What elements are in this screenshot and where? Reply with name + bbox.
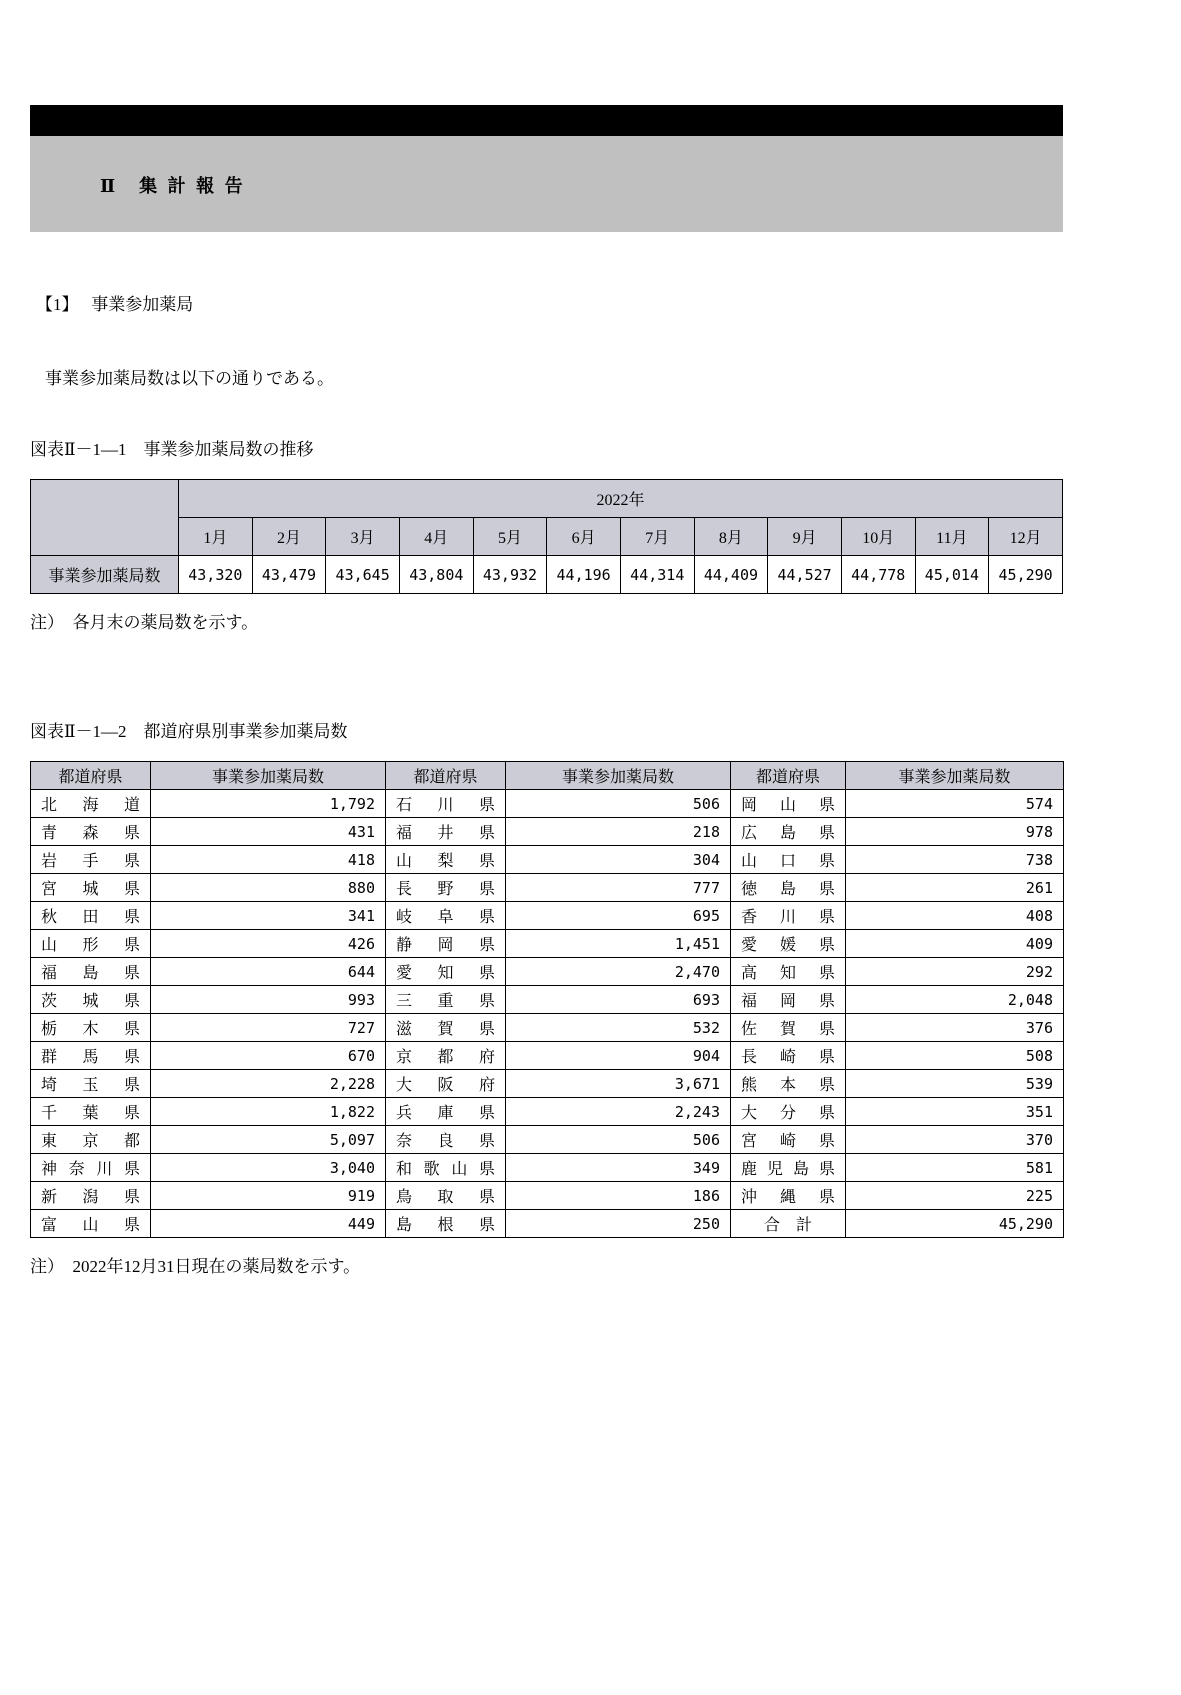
prefecture-cell: 滋賀県 [386, 1014, 506, 1042]
prefecture-cell: 京都府 [386, 1042, 506, 1070]
prefecture-cell: 和歌山県 [386, 1154, 506, 1182]
prefecture-cell: 岐阜県 [386, 902, 506, 930]
prefecture-cell: 沖縄県 [731, 1182, 846, 1210]
total-label-cell: 合 計 [731, 1210, 846, 1238]
table-row [31, 556, 1063, 594]
count-cell: 880 [151, 874, 386, 902]
prefecture-cell: 奈良県 [386, 1126, 506, 1154]
table-row [31, 1154, 1064, 1182]
count-cell: 44,409 [694, 556, 768, 594]
count-cell: 218 [506, 818, 731, 846]
count-cell: 993 [151, 986, 386, 1014]
count-cell: 581 [846, 1154, 1064, 1182]
prefecture-cell: 埼玉県 [31, 1070, 151, 1098]
count-cell: 225 [846, 1182, 1064, 1210]
table-row [31, 986, 1064, 1014]
count-cell: 508 [846, 1042, 1064, 1070]
prefecture-cell: 富山県 [31, 1210, 151, 1238]
table-row [31, 818, 1064, 846]
table-row [31, 518, 1063, 556]
count-cell: 43,479 [252, 556, 326, 594]
count-header-cell: 事業参加薬局数 [846, 762, 1064, 790]
prefecture-cell: 福岡県 [731, 986, 846, 1014]
prefecture-cell: 茨城県 [31, 986, 151, 1014]
table2-note: 注） 2022年12月31日現在の薬局数を示す。 [30, 1257, 361, 1276]
prefecture-cell: 三重県 [386, 986, 506, 1014]
table-row [31, 1042, 1064, 1070]
count-cell: 727 [151, 1014, 386, 1042]
count-cell: 695 [506, 902, 731, 930]
count-header-cell: 事業参加薬局数 [151, 762, 386, 790]
count-cell: 250 [506, 1210, 731, 1238]
month-header-cell: 1月 [179, 518, 253, 556]
prefecture-cell: 香川県 [731, 902, 846, 930]
prefecture-cell: 山梨県 [386, 846, 506, 874]
prefecture-cell: 宮城県 [31, 874, 151, 902]
count-cell: 506 [506, 790, 731, 818]
table-row [31, 874, 1064, 902]
table-row [31, 902, 1064, 930]
prefecture-cell: 栃木県 [31, 1014, 151, 1042]
count-cell: 644 [151, 958, 386, 986]
prefecture-cell: 石川県 [386, 790, 506, 818]
count-cell: 506 [506, 1126, 731, 1154]
count-header-cell: 事業参加薬局数 [506, 762, 731, 790]
count-cell: 904 [506, 1042, 731, 1070]
count-cell: 408 [846, 902, 1064, 930]
prefecture-header-cell: 都道府県 [386, 762, 506, 790]
count-cell: 44,778 [841, 556, 915, 594]
prefecture-cell: 山形県 [31, 930, 151, 958]
prefecture-cell: 島根県 [386, 1210, 506, 1238]
table-header-row [31, 762, 1064, 790]
section-title: Ⅱ 集 計 報 告 [100, 176, 246, 196]
prefecture-cell: 大阪府 [386, 1070, 506, 1098]
month-header-cell: 8月 [694, 518, 768, 556]
prefecture-cell: 兵庫県 [386, 1098, 506, 1126]
count-cell: 532 [506, 1014, 731, 1042]
month-header-cell: 11月 [915, 518, 989, 556]
count-cell: 777 [506, 874, 731, 902]
corner-cell [31, 480, 179, 556]
count-cell: 1,451 [506, 930, 731, 958]
count-cell: 349 [506, 1154, 731, 1182]
intro-text: 事業参加薬局数は以下の通りである。 [45, 369, 334, 388]
count-cell: 304 [506, 846, 731, 874]
prefecture-cell: 長崎県 [731, 1042, 846, 1070]
count-cell: 43,320 [179, 556, 253, 594]
count-cell: 2,048 [846, 986, 1064, 1014]
count-cell: 376 [846, 1014, 1064, 1042]
total-count-cell: 45,290 [846, 1210, 1064, 1238]
month-header-cell: 10月 [841, 518, 915, 556]
prefecture-cell: 長野県 [386, 874, 506, 902]
count-cell: 44,314 [620, 556, 694, 594]
report-page [30, 0, 1063, 1277]
monthly-count-table [30, 479, 1063, 594]
prefecture-cell: 秋田県 [31, 902, 151, 930]
count-cell: 261 [846, 874, 1064, 902]
prefecture-cell: 青森県 [31, 818, 151, 846]
prefecture-header-cell: 都道府県 [31, 762, 151, 790]
count-cell: 738 [846, 846, 1064, 874]
prefecture-cell: 鳥取県 [386, 1182, 506, 1210]
table-row [31, 1126, 1064, 1154]
count-cell: 919 [151, 1182, 386, 1210]
prefecture-cell: 新潟県 [31, 1182, 151, 1210]
prefecture-cell: 福井県 [386, 818, 506, 846]
count-cell: 1,792 [151, 790, 386, 818]
month-header-cell: 7月 [620, 518, 694, 556]
table1-note: 注） 各月末の薬局数を示す。 [30, 613, 259, 632]
prefecture-cell: 大分県 [731, 1098, 846, 1126]
month-header-cell: 9月 [768, 518, 842, 556]
table-row [31, 790, 1064, 818]
table-row [31, 958, 1064, 986]
count-cell: 418 [151, 846, 386, 874]
count-cell: 351 [846, 1098, 1064, 1126]
table-row [31, 930, 1064, 958]
prefecture-cell: 山口県 [731, 846, 846, 874]
count-cell: 431 [151, 818, 386, 846]
prefecture-cell: 東京都 [31, 1126, 151, 1154]
prefecture-count-table [30, 761, 1064, 1238]
section-banner [30, 136, 1063, 232]
table-row [31, 1014, 1064, 1042]
prefecture-cell: 徳島県 [731, 874, 846, 902]
count-cell: 341 [151, 902, 386, 930]
prefecture-cell: 高知県 [731, 958, 846, 986]
count-cell: 2,470 [506, 958, 731, 986]
count-cell: 670 [151, 1042, 386, 1070]
count-cell: 186 [506, 1182, 731, 1210]
prefecture-cell: 静岡県 [386, 930, 506, 958]
prefecture-cell: 佐賀県 [731, 1014, 846, 1042]
prefecture-cell: 神奈川県 [31, 1154, 151, 1182]
prefecture-cell: 愛知県 [386, 958, 506, 986]
month-header-cell: 2月 [252, 518, 326, 556]
count-cell: 539 [846, 1070, 1064, 1098]
prefecture-cell: 北海道 [31, 790, 151, 818]
year-header-cell: 2022年 [179, 480, 1063, 518]
count-cell: 3,040 [151, 1154, 386, 1182]
table-row [31, 846, 1064, 874]
prefecture-cell: 愛媛県 [731, 930, 846, 958]
prefecture-cell: 千葉県 [31, 1098, 151, 1126]
count-cell: 5,097 [151, 1126, 386, 1154]
table-row [31, 1210, 1064, 1238]
table-row [31, 1098, 1064, 1126]
count-cell: 44,527 [768, 556, 842, 594]
count-cell: 45,290 [989, 556, 1063, 594]
count-cell: 43,804 [399, 556, 473, 594]
count-cell: 43,645 [326, 556, 400, 594]
table-row [31, 1182, 1064, 1210]
prefecture-cell: 群馬県 [31, 1042, 151, 1070]
section-top-bar [30, 105, 1063, 136]
row-label-cell: 事業参加薬局数 [31, 556, 179, 594]
table1-caption: 図表Ⅱ－1―1 事業参加薬局数の推移 [30, 440, 314, 459]
month-header-cell: 5月 [473, 518, 547, 556]
count-cell: 1,822 [151, 1098, 386, 1126]
count-cell: 409 [846, 930, 1064, 958]
table-row [31, 1070, 1064, 1098]
prefecture-cell: 岡山県 [731, 790, 846, 818]
count-cell: 43,932 [473, 556, 547, 594]
prefecture-cell: 熊本県 [731, 1070, 846, 1098]
table-row [31, 480, 1063, 518]
prefecture-cell: 福島県 [31, 958, 151, 986]
subsection-heading: 【1】 事業参加薬局 [36, 295, 194, 314]
count-cell: 44,196 [547, 556, 621, 594]
count-cell: 2,243 [506, 1098, 731, 1126]
prefecture-cell: 広島県 [731, 818, 846, 846]
count-cell: 370 [846, 1126, 1064, 1154]
month-header-cell: 3月 [326, 518, 400, 556]
count-cell: 426 [151, 930, 386, 958]
prefecture-cell: 岩手県 [31, 846, 151, 874]
prefecture-cell: 宮崎県 [731, 1126, 846, 1154]
prefecture-header-cell: 都道府県 [731, 762, 846, 790]
count-cell: 978 [846, 818, 1064, 846]
count-cell: 449 [151, 1210, 386, 1238]
count-cell: 292 [846, 958, 1064, 986]
count-cell: 693 [506, 986, 731, 1014]
month-header-cell: 6月 [547, 518, 621, 556]
month-header-cell: 4月 [399, 518, 473, 556]
month-header-cell: 12月 [989, 518, 1063, 556]
count-cell: 3,671 [506, 1070, 731, 1098]
count-cell: 574 [846, 790, 1064, 818]
table2-caption: 図表Ⅱ－1―2 都道府県別事業参加薬局数 [30, 722, 348, 741]
count-cell: 2,228 [151, 1070, 386, 1098]
prefecture-cell: 鹿児島県 [731, 1154, 846, 1182]
count-cell: 45,014 [915, 556, 989, 594]
